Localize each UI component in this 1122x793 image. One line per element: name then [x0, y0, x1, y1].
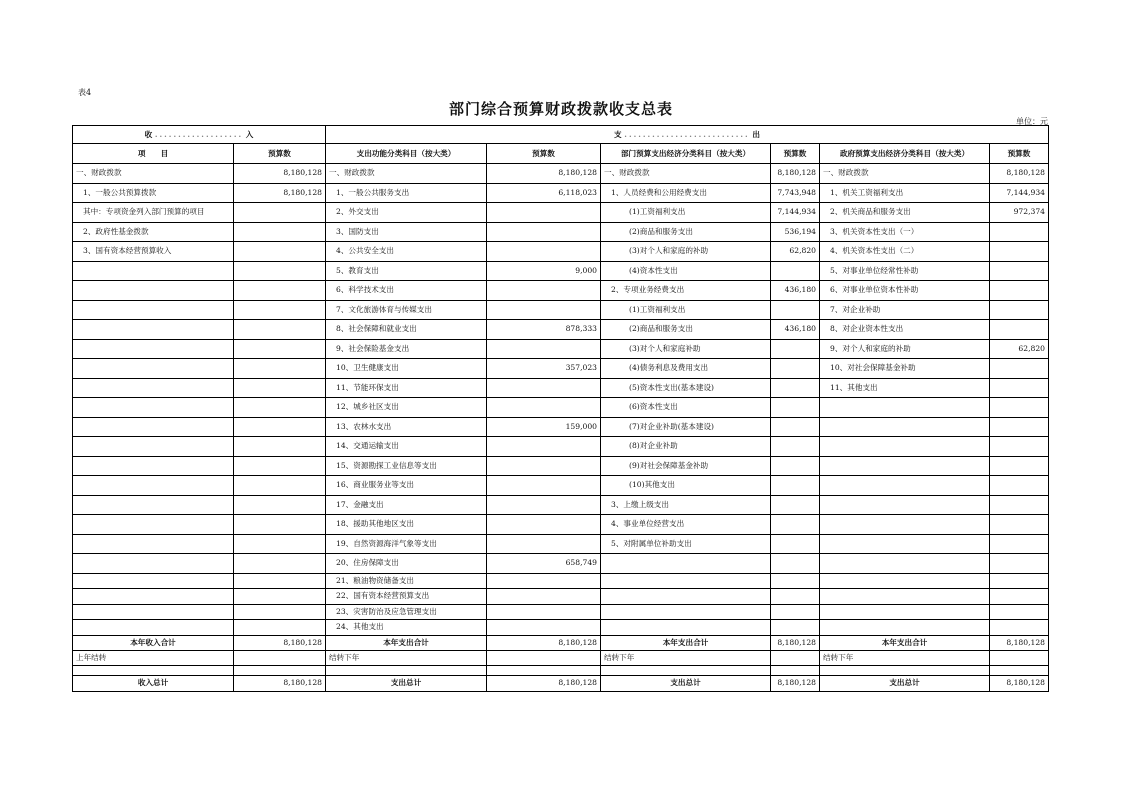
gov-amount: [990, 534, 1049, 554]
gov-amount: 972,374: [990, 203, 1049, 223]
dept-item: 4、事业单位经营支出: [601, 515, 771, 535]
dept-item: (4)债务利息及费用支出: [601, 359, 771, 379]
func-amount: [487, 589, 601, 605]
income-item: [73, 476, 234, 496]
gov-item: 7、对企业补助: [820, 300, 990, 320]
dept-item: (4)资本性支出: [601, 261, 771, 281]
income-item: [73, 378, 234, 398]
income-amount: [234, 281, 326, 301]
income-item: 一、财政拨款: [73, 164, 234, 184]
gov-amount: [990, 620, 1049, 636]
func-item: 17、金融支出: [326, 495, 487, 515]
income-amount: 8,180,128: [234, 183, 326, 203]
gov-item: [820, 554, 990, 574]
func-item: 16、商业服务业等支出: [326, 476, 487, 496]
dept-amount: 7,144,934: [771, 203, 820, 223]
prev-carry-value: [234, 650, 326, 665]
func-amount: 159,000: [487, 417, 601, 437]
func-amount: 357,023: [487, 359, 601, 379]
income-item: [73, 515, 234, 535]
table-row: [73, 476, 1049, 496]
table-row: [73, 164, 1049, 184]
income-item: [73, 398, 234, 418]
table-row: [73, 183, 1049, 203]
dept-item: 2、专项业务经费支出: [601, 281, 771, 301]
func-grand-total-label: 支出总计: [326, 675, 487, 691]
func-grand-total-value: 8,180,128: [487, 675, 601, 691]
dept-item: (9)对社会保障基金补助: [601, 456, 771, 476]
dept-item: (2)商品和服务支出: [601, 320, 771, 340]
gov-amount: [990, 222, 1049, 242]
gov-item: [820, 417, 990, 437]
table-row: [73, 242, 1049, 262]
func-item: 11、节能环保支出: [326, 378, 487, 398]
func-amount: [487, 573, 601, 589]
func-amount: 9,000: [487, 261, 601, 281]
header-dept-budget: 预算数: [771, 144, 820, 164]
dept-item: [601, 604, 771, 620]
income-amount: [234, 417, 326, 437]
gov-amount: [990, 378, 1049, 398]
banner-row: [73, 126, 1049, 144]
income-amount: [234, 320, 326, 340]
gov-amount: [990, 261, 1049, 281]
income-item: [73, 339, 234, 359]
gov-item: [820, 398, 990, 418]
income-item: [73, 456, 234, 476]
income-item: [73, 281, 234, 301]
dept-item: (2)商品和服务支出: [601, 222, 771, 242]
func-item: 9、社会保险基金支出: [326, 339, 487, 359]
income-item: [73, 495, 234, 515]
income-banner-char2: 入: [245, 129, 254, 139]
func-item: 15、资源勘探工业信息等支出: [326, 456, 487, 476]
func-item: 4、公共安全支出: [326, 242, 487, 262]
func-item: 21、粮油物资储备支出: [326, 573, 487, 589]
dept-amount: [771, 398, 820, 418]
dept-amount: [771, 589, 820, 605]
gov-amount: [990, 242, 1049, 262]
table-row: [73, 604, 1049, 620]
func-amount: [487, 203, 601, 223]
dept-item: (1)工资福利支出: [601, 203, 771, 223]
income-amount: [234, 515, 326, 535]
gov-amount: [990, 589, 1049, 605]
dept-amount: [771, 456, 820, 476]
expense-banner-dots: ...........................: [624, 129, 750, 139]
dept-item: (1)工资福利支出: [601, 300, 771, 320]
dept-next-carry-label: 结转下年: [601, 650, 771, 665]
income-amount: [234, 242, 326, 262]
expense-banner-char1: 支: [614, 129, 622, 139]
dept-item: (5)资本性支出(基本建设): [601, 378, 771, 398]
gov-amount: [990, 398, 1049, 418]
gov-year-total-label: 本年支出合计: [820, 635, 990, 650]
prev-carry-label: 上年结转: [73, 650, 234, 665]
gov-amount: [990, 554, 1049, 574]
dept-item: [601, 573, 771, 589]
header-gov-budget: 预算数: [990, 144, 1049, 164]
expense-banner-char2: 出: [752, 129, 760, 139]
func-item: 5、教育支出: [326, 261, 487, 281]
table-row: [73, 320, 1049, 340]
income-item: 2、政府性基金拨款: [73, 222, 234, 242]
income-item: [73, 604, 234, 620]
dept-amount: [771, 417, 820, 437]
dept-amount: [771, 604, 820, 620]
income-item: [73, 320, 234, 340]
gov-item: [820, 495, 990, 515]
gov-item: [820, 437, 990, 457]
dept-year-total-value: 8,180,128: [771, 635, 820, 650]
dept-item: 一、财政拨款: [601, 164, 771, 184]
gov-item: 一、财政拨款: [820, 164, 990, 184]
func-next-carry-label: 结转下年: [326, 650, 487, 665]
func-item: 2、外交支出: [326, 203, 487, 223]
income-item: [73, 534, 234, 554]
table-row: [73, 203, 1049, 223]
table-row: [73, 300, 1049, 320]
func-amount: [487, 534, 601, 554]
gov-item: 10、对社会保障基金补助: [820, 359, 990, 379]
income-amount: [234, 222, 326, 242]
table-row: [73, 515, 1049, 535]
income-banner-char1: 收: [144, 129, 153, 139]
dept-amount: [771, 515, 820, 535]
income-amount: [234, 495, 326, 515]
gov-amount: 7,144,934: [990, 183, 1049, 203]
gov-amount: [990, 417, 1049, 437]
func-item: 22、国有资本经营预算支出: [326, 589, 487, 605]
table-row: [73, 359, 1049, 379]
gov-item: [820, 573, 990, 589]
gov-item: 11、其他支出: [820, 378, 990, 398]
gov-amount: [990, 604, 1049, 620]
table-row: [73, 534, 1049, 554]
func-amount: [487, 398, 601, 418]
dept-amount: 436,180: [771, 281, 820, 301]
income-amount: 8,180,128: [234, 164, 326, 184]
dept-amount: [771, 300, 820, 320]
gov-item: 8、对企业资本性支出: [820, 320, 990, 340]
income-amount: [234, 261, 326, 281]
gov-item: [820, 604, 990, 620]
func-amount: [487, 281, 601, 301]
income-item: [73, 554, 234, 574]
func-amount: [487, 515, 601, 535]
func-amount: 878,333: [487, 320, 601, 340]
dept-amount: [771, 476, 820, 496]
income-amount: [234, 476, 326, 496]
table-row: [73, 495, 1049, 515]
dept-amount: [771, 554, 820, 574]
dept-item: 5、对附属单位补助支出: [601, 534, 771, 554]
gov-grand-total-value: 8,180,128: [990, 675, 1049, 691]
income-amount: [234, 456, 326, 476]
dept-item: (10)其他支出: [601, 476, 771, 496]
dept-amount: [771, 359, 820, 379]
income-amount: [234, 359, 326, 379]
func-item: 23、灾害防治及应急管理支出: [326, 604, 487, 620]
table-row: [73, 281, 1049, 301]
income-year-total-label: 本年收入合计: [73, 635, 234, 650]
func-item: 19、自然资源海洋气象等支出: [326, 534, 487, 554]
dept-amount: 536,194: [771, 222, 820, 242]
income-item: 其中：专项资金列入部门预算的项目: [73, 203, 234, 223]
header-income-budget: 预算数: [234, 144, 326, 164]
func-item: 一、财政拨款: [326, 164, 487, 184]
func-item: 7、文化旅游体育与传媒支出: [326, 300, 487, 320]
header-item: 项 目: [73, 144, 234, 164]
dept-grand-total-label: 支出总计: [601, 675, 771, 691]
dept-amount: 8,180,128: [771, 164, 820, 184]
gov-item: [820, 456, 990, 476]
func-amount: [487, 495, 601, 515]
dept-amount: 436,180: [771, 320, 820, 340]
table-row: [73, 437, 1049, 457]
income-year-total-value: 8,180,128: [234, 635, 326, 650]
dept-amount: [771, 437, 820, 457]
table-row: [73, 261, 1049, 281]
gov-amount: [990, 476, 1049, 496]
func-amount: [487, 604, 601, 620]
column-header-row: [73, 144, 1049, 164]
func-amount: 6,118,023: [487, 183, 601, 203]
func-year-total-value: 8,180,128: [487, 635, 601, 650]
table-row: [73, 378, 1049, 398]
header-econ-dept: 部门预算支出经济分类科目（按大类）: [601, 144, 771, 164]
gov-amount: [990, 437, 1049, 457]
gov-item: 1、机关工资福利支出: [820, 183, 990, 203]
func-item: 13、农林水支出: [326, 417, 487, 437]
table-row: [73, 222, 1049, 242]
carryover-row: [73, 650, 1049, 665]
func-item: 1、一般公共服务支出: [326, 183, 487, 203]
dept-item: (3)对个人和家庭的补助: [601, 242, 771, 262]
income-amount: [234, 534, 326, 554]
dept-item: (6)资本性支出: [601, 398, 771, 418]
income-amount: [234, 620, 326, 636]
table-row: [73, 573, 1049, 589]
func-item: 20、住房保障支出: [326, 554, 487, 574]
table-row: [73, 398, 1049, 418]
gov-amount: 8,180,128: [990, 164, 1049, 184]
dept-amount: [771, 534, 820, 554]
dept-year-total-label: 本年支出合计: [601, 635, 771, 650]
dept-amount: [771, 620, 820, 636]
gov-item: [820, 589, 990, 605]
income-item: [73, 589, 234, 605]
func-amount: [487, 620, 601, 636]
income-amount: [234, 604, 326, 620]
gov-amount: [990, 495, 1049, 515]
income-amount: [234, 589, 326, 605]
table-row: [73, 554, 1049, 574]
func-amount: [487, 378, 601, 398]
func-item: 12、城乡社区支出: [326, 398, 487, 418]
gov-amount: [990, 573, 1049, 589]
income-grand-total-label: 收入总计: [73, 675, 234, 691]
dept-item: (7)对企业补助(基本建设): [601, 417, 771, 437]
header-econ-gov: 政府预算支出经济分类科目（按大类）: [820, 144, 990, 164]
table-row: [73, 456, 1049, 476]
func-next-carry-value: [487, 650, 601, 665]
func-item: 24、其他支出: [326, 620, 487, 636]
func-item: 6、科学技术支出: [326, 281, 487, 301]
gov-amount: 62,820: [990, 339, 1049, 359]
dept-item: 3、上缴上级支出: [601, 495, 771, 515]
func-item: 3、国防支出: [326, 222, 487, 242]
func-year-total-label: 本年支出合计: [326, 635, 487, 650]
dept-item: (3)对个人和家庭补助: [601, 339, 771, 359]
gov-grand-total-label: 支出总计: [820, 675, 990, 691]
gov-item: 5、对事业单位经常性补助: [820, 261, 990, 281]
func-amount: [487, 339, 601, 359]
func-amount: [487, 476, 601, 496]
func-amount: [487, 242, 601, 262]
dept-amount: 7,743,948: [771, 183, 820, 203]
gov-item: 3、机关资本性支出（一）: [820, 222, 990, 242]
dept-item: [601, 620, 771, 636]
income-item: [73, 573, 234, 589]
func-item: 10、卫生健康支出: [326, 359, 487, 379]
table-row: [73, 417, 1049, 437]
func-item: 14、交通运输支出: [326, 437, 487, 457]
dept-amount: [771, 495, 820, 515]
func-item: 8、社会保障和就业支出: [326, 320, 487, 340]
gov-amount: [990, 359, 1049, 379]
expense-banner: [326, 126, 1049, 144]
year-total-row: [73, 635, 1049, 650]
income-amount: [234, 554, 326, 574]
func-amount: [487, 437, 601, 457]
gov-item: 4、机关资本性支出（二）: [820, 242, 990, 262]
income-item: [73, 620, 234, 636]
income-amount: [234, 437, 326, 457]
dept-amount: [771, 378, 820, 398]
gov-item: 9、对个人和家庭的补助: [820, 339, 990, 359]
gov-item: 2、机关商品和服务支出: [820, 203, 990, 223]
func-amount: [487, 300, 601, 320]
income-item: [73, 437, 234, 457]
gov-year-total-value: 8,180,128: [990, 635, 1049, 650]
gov-item: 6、对事业单位资本性补助: [820, 281, 990, 301]
dept-amount: [771, 573, 820, 589]
income-item: [73, 300, 234, 320]
gov-item: [820, 620, 990, 636]
dept-item: (8)对企业补助: [601, 437, 771, 457]
dept-item: 1、人员经费和公用经费支出: [601, 183, 771, 203]
table-row: [73, 620, 1049, 636]
gov-amount: [990, 456, 1049, 476]
income-banner-dots: ...................: [154, 129, 244, 139]
income-item: 3、国有资本经营预算收入: [73, 242, 234, 262]
dept-amount: 62,820: [771, 242, 820, 262]
gov-amount: [990, 300, 1049, 320]
func-amount: [487, 222, 601, 242]
gov-item: [820, 534, 990, 554]
gov-next-carry-value: [990, 650, 1049, 665]
income-item: [73, 261, 234, 281]
gov-item: [820, 476, 990, 496]
income-amount: [234, 573, 326, 589]
dept-amount: [771, 261, 820, 281]
grand-total-row: [73, 675, 1049, 691]
gov-item: [820, 515, 990, 535]
unit-label: 单位：元: [1016, 117, 1048, 126]
income-grand-total-value: 8,180,128: [234, 675, 326, 691]
budget-summary-table: [72, 125, 1049, 692]
income-item: [73, 417, 234, 437]
income-amount: [234, 203, 326, 223]
func-amount: 658,749: [487, 554, 601, 574]
func-amount: [487, 456, 601, 476]
income-amount: [234, 300, 326, 320]
header-func: 支出功能分类科目（按大类）: [326, 144, 487, 164]
dept-next-carry-value: [771, 650, 820, 665]
spacer-row: [73, 665, 1049, 675]
dept-amount: [771, 339, 820, 359]
header-func-budget: 预算数: [487, 144, 601, 164]
income-amount: [234, 398, 326, 418]
income-banner: [73, 126, 326, 144]
income-amount: [234, 378, 326, 398]
income-item: 1、一般公共预算拨款: [73, 183, 234, 203]
gov-next-carry-label: 结转下年: [820, 650, 990, 665]
table-row: [73, 339, 1049, 359]
gov-amount: [990, 281, 1049, 301]
dept-item: [601, 589, 771, 605]
gov-amount: [990, 320, 1049, 340]
gov-amount: [990, 515, 1049, 535]
table-number: 表4: [78, 88, 92, 97]
func-item: 18、援助其他地区支出: [326, 515, 487, 535]
dept-item: [601, 554, 771, 574]
dept-grand-total-value: 8,180,128: [771, 675, 820, 691]
page-title: 部门综合预算财政拨款收支总表: [448, 100, 673, 118]
income-item: [73, 359, 234, 379]
income-amount: [234, 339, 326, 359]
table-row: [73, 589, 1049, 605]
func-amount: 8,180,128: [487, 164, 601, 184]
